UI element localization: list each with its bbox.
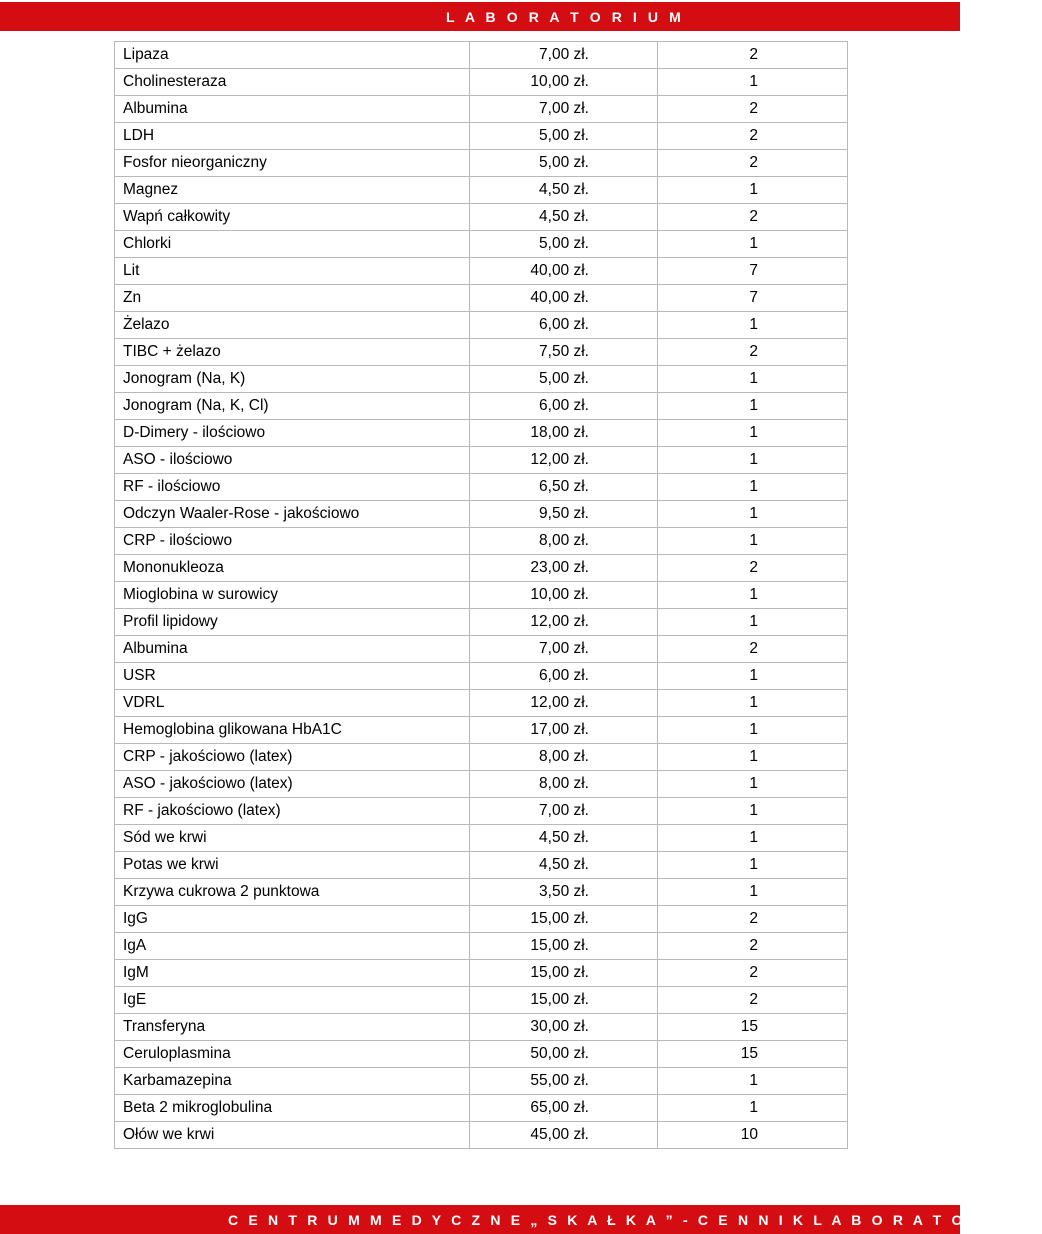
turnaround-cell: 10 <box>658 1122 848 1149</box>
test-name-cell: Ołów we krwi <box>115 1122 470 1149</box>
table-row <box>115 933 848 960</box>
test-name-cell: Transferyna <box>115 1014 470 1041</box>
turnaround-cell: 1 <box>658 744 848 771</box>
turnaround-cell: 1 <box>658 393 848 420</box>
price-cell: 4,50 zł. <box>470 177 658 204</box>
test-name-cell: IgE <box>115 987 470 1014</box>
table-row <box>115 1122 848 1149</box>
turnaround-cell: 2 <box>658 96 848 123</box>
turnaround-cell: 1 <box>658 312 848 339</box>
turnaround-cell: 2 <box>658 204 848 231</box>
test-name-cell: Ceruloplasmina <box>115 1041 470 1068</box>
turnaround-cell: 1 <box>658 690 848 717</box>
test-name-cell: IgG <box>115 906 470 933</box>
test-name-cell: Karbamazepina <box>115 1068 470 1095</box>
test-name-cell: Fosfor nieorganiczny <box>115 150 470 177</box>
turnaround-cell: 1 <box>658 474 848 501</box>
price-cell: 6,00 zł. <box>470 312 658 339</box>
table-row <box>115 1014 848 1041</box>
price-cell: 7,50 zł. <box>470 339 658 366</box>
table-row <box>115 960 848 987</box>
test-name-cell: Potas we krwi <box>115 852 470 879</box>
test-name-cell: Wapń całkowity <box>115 204 470 231</box>
test-name-cell: Beta 2 mikroglobulina <box>115 1095 470 1122</box>
table-row <box>115 366 848 393</box>
turnaround-cell: 2 <box>658 339 848 366</box>
price-cell: 50,00 zł. <box>470 1041 658 1068</box>
price-cell: 5,00 zł. <box>470 231 658 258</box>
turnaround-cell: 2 <box>658 960 848 987</box>
turnaround-cell: 1 <box>658 1068 848 1095</box>
test-name-cell: CRP - jakościowo (latex) <box>115 744 470 771</box>
table-row <box>115 987 848 1014</box>
test-name-cell: Odczyn Waaler-Rose - jakościowo <box>115 501 470 528</box>
table-row <box>115 96 848 123</box>
turnaround-cell: 1 <box>658 582 848 609</box>
table-row <box>115 177 848 204</box>
test-name-cell: VDRL <box>115 690 470 717</box>
turnaround-cell: 1 <box>658 177 848 204</box>
test-name-cell: D-Dimery - ilościowo <box>115 420 470 447</box>
price-cell: 4,50 zł. <box>470 204 658 231</box>
turnaround-cell: 7 <box>658 258 848 285</box>
turnaround-cell: 1 <box>658 852 848 879</box>
table-row <box>115 582 848 609</box>
turnaround-cell: 1 <box>658 366 848 393</box>
table-row <box>115 825 848 852</box>
test-name-cell: Lipaza <box>115 42 470 69</box>
turnaround-cell: 1 <box>658 1095 848 1122</box>
turnaround-cell: 1 <box>658 879 848 906</box>
turnaround-cell: 1 <box>658 825 848 852</box>
test-name-cell: Sód we krwi <box>115 825 470 852</box>
price-cell: 8,00 zł. <box>470 771 658 798</box>
price-cell: 8,00 zł. <box>470 744 658 771</box>
header-bar <box>0 2 960 31</box>
price-cell: 15,00 zł. <box>470 960 658 987</box>
turnaround-cell: 2 <box>658 150 848 177</box>
price-cell: 45,00 zł. <box>470 1122 658 1149</box>
price-cell: 15,00 zł. <box>470 933 658 960</box>
test-name-cell: ASO - ilościowo <box>115 447 470 474</box>
table-row <box>115 285 848 312</box>
test-name-cell: RF - jakościowo (latex) <box>115 798 470 825</box>
test-name-cell: RF - ilościowo <box>115 474 470 501</box>
turnaround-cell: 15 <box>658 1014 848 1041</box>
table-row <box>115 906 848 933</box>
table-row <box>115 609 848 636</box>
price-cell: 7,00 zł. <box>470 636 658 663</box>
price-cell: 6,00 zł. <box>470 393 658 420</box>
turnaround-cell: 1 <box>658 501 848 528</box>
table-row <box>115 420 848 447</box>
test-name-cell: Magnez <box>115 177 470 204</box>
table-row <box>115 150 848 177</box>
table-row <box>115 204 848 231</box>
table-row <box>115 1041 848 1068</box>
turnaround-cell: 2 <box>658 933 848 960</box>
table-row <box>115 123 848 150</box>
price-cell: 7,00 zł. <box>470 96 658 123</box>
test-name-cell: Zn <box>115 285 470 312</box>
price-table-container <box>114 41 848 1149</box>
price-cell: 4,50 zł. <box>470 825 658 852</box>
turnaround-cell: 1 <box>658 798 848 825</box>
table-row <box>115 690 848 717</box>
test-name-cell: Albumina <box>115 636 470 663</box>
price-table <box>114 41 848 1149</box>
table-row <box>115 744 848 771</box>
price-cell: 40,00 zł. <box>470 285 658 312</box>
table-row <box>115 474 848 501</box>
turnaround-cell: 1 <box>658 663 848 690</box>
test-name-cell: Krzywa cukrowa 2 punktowa <box>115 879 470 906</box>
test-name-cell: Jonogram (Na, K) <box>115 366 470 393</box>
price-cell: 30,00 zł. <box>470 1014 658 1041</box>
turnaround-cell: 1 <box>658 771 848 798</box>
turnaround-cell: 15 <box>658 1041 848 1068</box>
price-cell: 40,00 zł. <box>470 258 658 285</box>
test-name-cell: Hemoglobina glikowana HbA1C <box>115 717 470 744</box>
table-row <box>115 258 848 285</box>
turnaround-cell: 7 <box>658 285 848 312</box>
turnaround-cell: 1 <box>658 231 848 258</box>
price-cell: 55,00 zł. <box>470 1068 658 1095</box>
test-name-cell: Mioglobina w surowicy <box>115 582 470 609</box>
test-name-cell: Profil lipidowy <box>115 609 470 636</box>
turnaround-cell: 2 <box>658 906 848 933</box>
price-cell: 7,00 zł. <box>470 798 658 825</box>
price-cell: 3,50 zł. <box>470 879 658 906</box>
table-row <box>115 717 848 744</box>
price-cell: 9,50 zł. <box>470 501 658 528</box>
table-row <box>115 69 848 96</box>
turnaround-cell: 1 <box>658 69 848 96</box>
test-name-cell: USR <box>115 663 470 690</box>
price-cell: 8,00 zł. <box>470 528 658 555</box>
price-cell: 7,00 zł. <box>470 42 658 69</box>
test-name-cell: Żelazo <box>115 312 470 339</box>
turnaround-cell: 1 <box>658 528 848 555</box>
table-row <box>115 663 848 690</box>
price-cell: 10,00 zł. <box>470 582 658 609</box>
turnaround-cell: 2 <box>658 987 848 1014</box>
footer-bar <box>0 1205 1042 1234</box>
price-cell: 12,00 zł. <box>470 690 658 717</box>
price-cell: 15,00 zł. <box>470 987 658 1014</box>
test-name-cell: Cholinesteraza <box>115 69 470 96</box>
table-row <box>115 852 848 879</box>
table-row <box>115 528 848 555</box>
price-cell: 4,50 zł. <box>470 852 658 879</box>
turnaround-cell: 2 <box>658 123 848 150</box>
price-cell: 65,00 zł. <box>470 1095 658 1122</box>
table-row <box>115 798 848 825</box>
turnaround-cell: 1 <box>658 447 848 474</box>
table-row <box>115 1095 848 1122</box>
turnaround-cell: 2 <box>658 555 848 582</box>
price-cell: 12,00 zł. <box>470 609 658 636</box>
price-table-body <box>115 42 848 1149</box>
turnaround-cell: 2 <box>658 42 848 69</box>
table-row <box>115 339 848 366</box>
price-cell: 10,00 zł. <box>470 69 658 96</box>
test-name-cell: Albumina <box>115 96 470 123</box>
table-row <box>115 312 848 339</box>
price-cell: 5,00 zł. <box>470 366 658 393</box>
turnaround-cell: 2 <box>658 636 848 663</box>
test-name-cell: IgM <box>115 960 470 987</box>
price-cell: 12,00 zł. <box>470 447 658 474</box>
table-row <box>115 636 848 663</box>
price-cell: 5,00 zł. <box>470 150 658 177</box>
turnaround-cell: 1 <box>658 717 848 744</box>
test-name-cell: TIBC + żelazo <box>115 339 470 366</box>
header-title: L A B O R A T O R I U M <box>446 9 685 25</box>
test-name-cell: Jonogram (Na, K, Cl) <box>115 393 470 420</box>
table-row <box>115 42 848 69</box>
test-name-cell: ASO - jakościowo (latex) <box>115 771 470 798</box>
test-name-cell: LDH <box>115 123 470 150</box>
price-cell: 23,00 zł. <box>470 555 658 582</box>
table-row <box>115 447 848 474</box>
footer-text: C E N T R U M M E D Y C Z N E „ S K A Ł K A ” - C E N N I K L A B O R A T O R I U M <box>228 1212 1042 1228</box>
price-cell: 15,00 zł. <box>470 906 658 933</box>
table-row <box>115 879 848 906</box>
test-name-cell: Lit <box>115 258 470 285</box>
table-row <box>115 501 848 528</box>
test-name-cell: CRP - ilościowo <box>115 528 470 555</box>
price-cell: 18,00 zł. <box>470 420 658 447</box>
table-row <box>115 1068 848 1095</box>
table-row <box>115 231 848 258</box>
turnaround-cell: 1 <box>658 609 848 636</box>
price-cell: 6,00 zł. <box>470 663 658 690</box>
test-name-cell: Chlorki <box>115 231 470 258</box>
turnaround-cell: 1 <box>658 420 848 447</box>
table-row <box>115 393 848 420</box>
price-cell: 5,00 zł. <box>470 123 658 150</box>
test-name-cell: Mononukleoza <box>115 555 470 582</box>
price-cell: 17,00 zł. <box>470 717 658 744</box>
test-name-cell: IgA <box>115 933 470 960</box>
table-row <box>115 555 848 582</box>
table-row <box>115 771 848 798</box>
price-cell: 6,50 zł. <box>470 474 658 501</box>
